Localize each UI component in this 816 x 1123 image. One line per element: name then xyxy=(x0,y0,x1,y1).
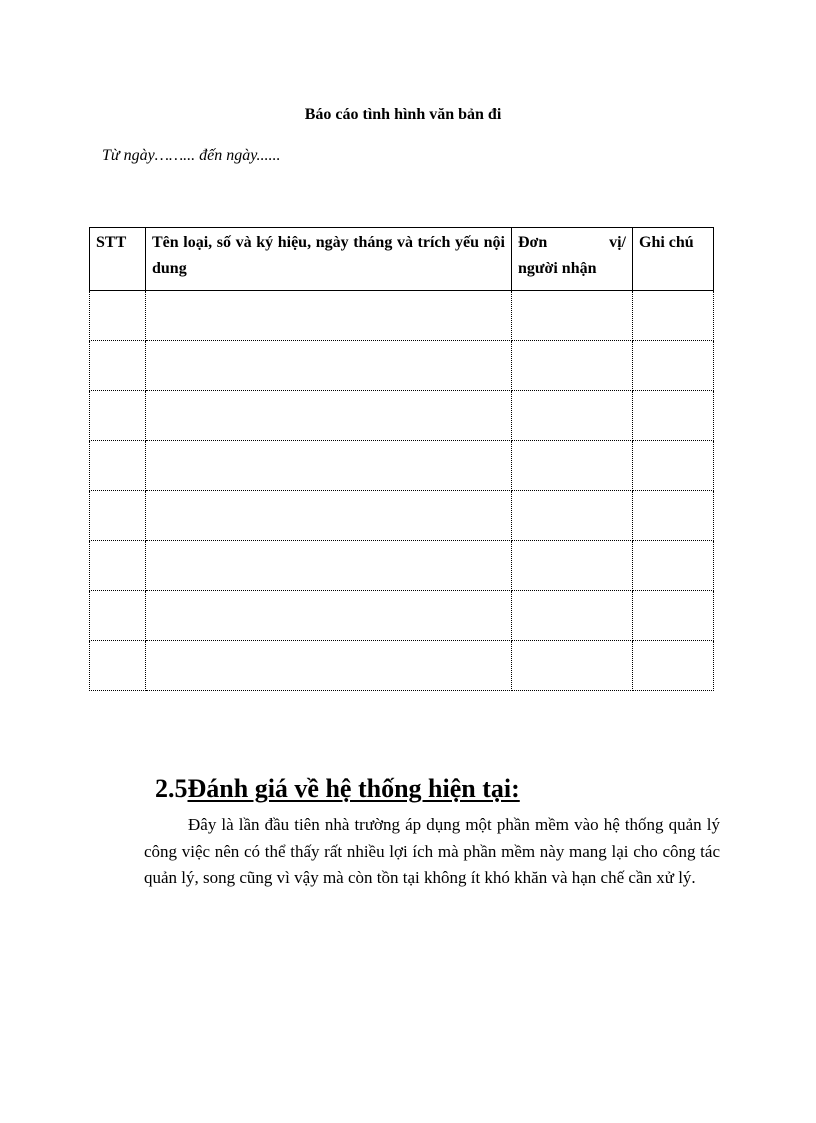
cell-notes xyxy=(633,491,714,541)
cell-stt xyxy=(90,391,146,441)
cell-notes xyxy=(633,541,714,591)
cell-stt xyxy=(90,541,146,591)
cell-recipient xyxy=(512,541,633,591)
table-row xyxy=(90,641,714,691)
cell-recipient xyxy=(512,491,633,541)
cell-notes xyxy=(633,641,714,691)
date-range: Từ ngày……... đến ngày...... xyxy=(102,147,281,164)
cell-content xyxy=(146,391,512,441)
cell-content xyxy=(146,641,512,691)
cell-content xyxy=(146,591,512,641)
section-paragraph: Đây là lần đầu tiên nhà trường áp dụng một phần mềm vào hệ thống quản lý công việc nên có thể thấy rất nhiều lợi ích mà phần mềm này mang lại cho công tác quản lý, song cũng vì vậy mà còn tồn tại không ít khó khăn và hạn chế cần xử lý. xyxy=(144,815,720,887)
header-notes: Ghi chú xyxy=(633,228,714,291)
cell-recipient xyxy=(512,591,633,641)
cell-notes xyxy=(633,441,714,491)
cell-content xyxy=(146,441,512,491)
section-title: Đánh giá về hệ thống hiện tại: xyxy=(187,774,520,803)
cell-recipient xyxy=(512,441,633,491)
cell-notes xyxy=(633,341,714,391)
header-recipient-part1: Đơn xyxy=(518,234,548,251)
cell-content xyxy=(146,291,512,341)
header-stt: STT xyxy=(90,228,146,291)
header-content: Tên loại, số và ký hiệu, ngày tháng và trích yếu nội dung xyxy=(146,228,512,291)
cell-content xyxy=(146,341,512,391)
table-row xyxy=(90,541,714,591)
cell-stt xyxy=(90,491,146,541)
section-heading xyxy=(155,772,520,806)
cell-recipient xyxy=(512,291,633,341)
cell-content xyxy=(146,491,512,541)
table-row xyxy=(90,591,714,641)
header-recipient-part2: vị/ xyxy=(609,234,626,251)
cell-stt xyxy=(90,641,146,691)
header-recipient-part3: người nhận xyxy=(518,260,597,277)
table-row xyxy=(90,491,714,541)
report-table xyxy=(89,227,714,691)
cell-stt xyxy=(90,291,146,341)
cell-notes xyxy=(633,391,714,441)
table-row xyxy=(90,291,714,341)
table-row xyxy=(90,341,714,391)
cell-content xyxy=(146,541,512,591)
section-number: 2.5 xyxy=(155,774,188,803)
cell-notes xyxy=(633,591,714,641)
cell-notes xyxy=(633,291,714,341)
table-header-row xyxy=(90,228,714,291)
cell-stt xyxy=(90,341,146,391)
cell-recipient xyxy=(512,341,633,391)
cell-recipient xyxy=(512,391,633,441)
cell-recipient xyxy=(512,641,633,691)
report-title: Báo cáo tình hình văn bản đi xyxy=(304,106,502,123)
table-row xyxy=(90,441,714,491)
cell-stt xyxy=(90,441,146,491)
table-row xyxy=(90,391,714,441)
header-recipient xyxy=(512,228,633,291)
cell-stt xyxy=(90,591,146,641)
